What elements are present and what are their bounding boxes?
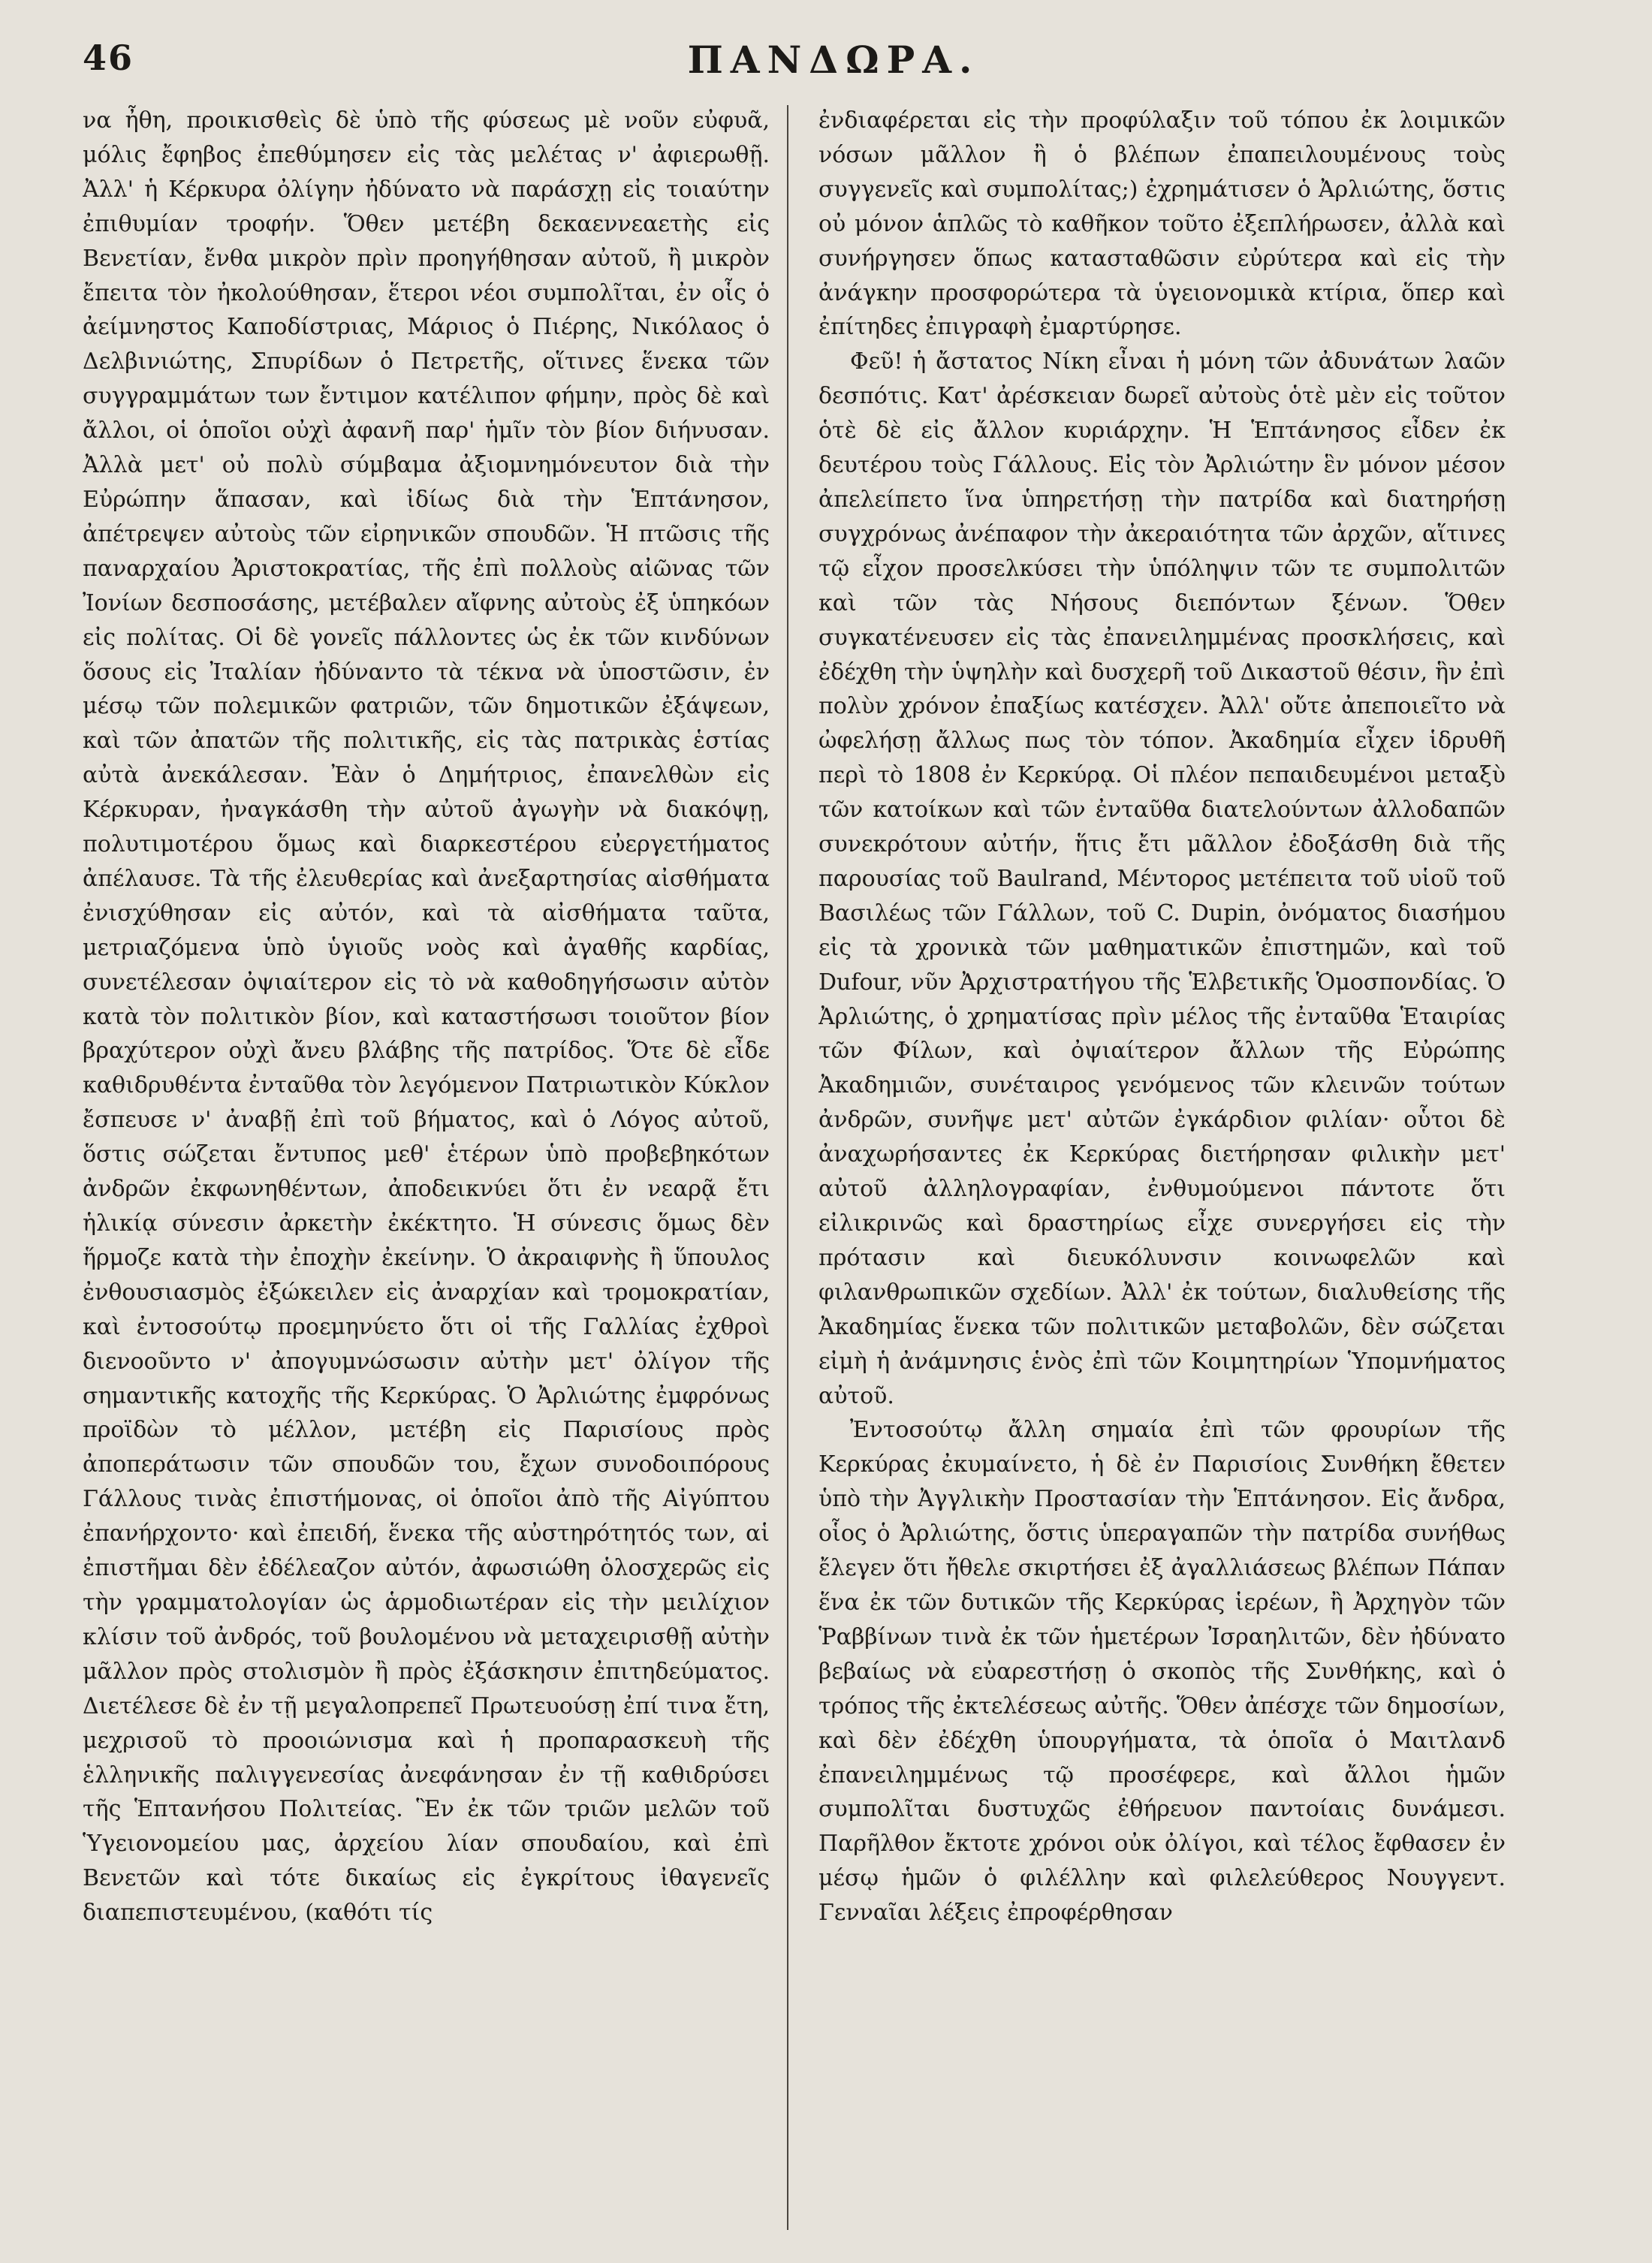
right-column: [818, 104, 1506, 2228]
left-column: [83, 104, 770, 2228]
page-number: 46: [83, 38, 134, 78]
page-header: [83, 38, 1584, 98]
paragraph: Φεῦ! ἡ ἄστατος Νίκη εἶναι ἡ μόνη τῶν ἀδυνάτων λαῶν δεσπότις. Κατ' ἀρέσκειαν δωρεῖ αὐτοὺς ὁτὲ μὲν εἰς τοῦτον ὁτὲ δὲ εἰς ἄλλον κυριάρχην. Ἡ Ἑπτάνησος εἶδεν ἐκ δευτέρου τοὺς Γάλλους. Εἰς τὸν Ἀρλιώτην ἓν μόνον μέσον ἀπελείπετο ἵνα ὑπηρετήσῃ τὴν πατρίδα καὶ διατηρήσῃ συγχρόνως ἀνέπαφον τὴν ἀκεραιότητα τῶν ἀρχῶν, αἵτινες τῷ εἶχον προσελκύσει τὴν ὑπόληψιν τῶν τε συμπολιτῶν καὶ τῶν τὰς Νήσους διεπόντων ξένων. Ὅθεν συγκατένευσεν εἰς τὰς ἐπανειλημμένας προσκλήσεις, καὶ ἐδέχθη τὴν ὑψηλὴν καὶ δυσχερῆ τοῦ Δικαστοῦ θέσιν, ἣν ἐπὶ πολὺν χρόνον ἐπαξίως κατέσχεν. Ἀλλ' οὔτε ἀπεποιεῖτο νὰ ὠφελήσῃ ἄλλως πως τὸν τόπον. Ἀκαδημία εἶχεν ἱδρυθῆ περὶ τὸ 1808 ἐν Κερκύρᾳ. Οἱ πλέον πεπαιδευμένοι μεταξὺ τῶν κατοίκων καὶ τῶν ἐνταῦθα διατελούντων ἀλλοδαπῶν συνεκρότουν αὐτήν, ἥτις ἔτι μᾶλλον ἐδοξάσθη διὰ τῆς παρουσίας τοῦ Baulrand, Μέντορος μετέπειτα τοῦ υἱοῦ τοῦ Βασιλέως τῶν Γάλλων, τοῦ C. Dupin, ὀνόματος διασήμου εἰς τὰ χρονικὰ τῶν μαθηματικῶν ἐπιστημῶν, καὶ τοῦ Dufour, νῦν Ἀρχιστρατήγου τῆς Ἑλβετικῆς Ὁμοσπονδίας. Ὁ Ἀρλιώτης, ὁ χρηματίσας πρὶν μέλος τῆς ἐνταῦθα Ἑταιρίας τῶν Φίλων, καὶ ὀψιαίτερον ἄλλων τῆς Εὐρώπης Ἀκαδημιῶν, συνέταιρος γενόμενος τῶν κλεινῶν τούτων ἀνδρῶν, συνῆψε μετ' αὐτῶν ἐγκάρδιον φιλίαν· οὗτοι δὲ ἀναχωρήσαντες ἐκ Κερκύρας διετήρησαν φιλικὴν μετ' αὐτοῦ ἀλληλογραφίαν, ἐνθυμούμενοι πάντοτε ὅτι εἰλικρινῶς καὶ δραστηρίως εἶχε συνεργήσει εἰς τὴν πρότασιν καὶ διευκόλυνσιν κοινωφελῶν καὶ φιλανθρωπικῶν σχεδίων. Ἀλλ' ἐκ τούτων, διαλυθείσης τῆς Ἀκαδημίας ἕνεκα τῶν πολιτικῶν μεταβολῶν, δὲν σώζεται εἰμὴ ἡ ἀνάμνησις ἑνὸς ἐπὶ τῶν Κοιμητηρίων Ὑπομνήματος αὐτοῦ.: [818, 348, 1506, 1409]
column-divider: [787, 105, 788, 2230]
paragraph: Ἐντοσούτῳ ἄλλη σημαία ἐπὶ τῶν φρουρίων τῆς Κερκύρας ἐκυμαίνετο, ἡ δὲ ἐν Παρισίοις Συνθήκη ἔθετεν ὑπὸ τὴν Ἀγγλικὴν Προστασίαν τὴν Ἑπτάνησον. Εἰς ἄνδρα, οἷος ὁ Ἀρλιώτης, ὅστις ὑπεραγαπῶν τὴν πατρίδα συνήθως ἔλεγεν ὅτι ἤθελε σκιρτήσει ἐξ ἀγαλλιάσεως βλέπων Πάπαν ἕνα ἐκ τῶν δυτικῶν τῆς Κερκύρας ἱερέων, ἢ Ἀρχηγὸν τῶν Ῥαββίνων τινὰ ἐκ τῶν ἡμετέρων Ἰσραηλιτῶν, δὲν ἠδύνατο βεβαίως νὰ εὐαρεστήσῃ ὁ σκοπὸς τῆς Συνθήκης, καὶ ὁ τρόπος τῆς ἐκτελέσεως αὐτῆς. Ὅθεν ἀπέσχε τῶν δημοσίων, καὶ δὲν ἐδέχθη ὑπουργήματα, τὰ ὁποῖα ὁ Μαιτλανδ ἐπανειλημμένως τῷ προσέφερε, καὶ ἄλλοι ἡμῶν συμπολῖται δυστυχῶς ἐθήρευον παντοίαις δυνάμεσι. Παρῆλθον ἔκτοτε χρόνοι οὐκ ὀλίγοι, καὶ τέλος ἔφθασεν ἐν μέσῳ ἡμῶν ὁ φιλέλλην καὶ φιλελεύθερος Νουγγεντ. Γενναῖαι λέξεις ἐπροφέρθησαν: [818, 1417, 1506, 1927]
paragraph: ἐνδιαφέρεται εἰς τὴν προφύλαξιν τοῦ τόπου ἐκ λοιμικῶν νόσων μᾶλλον ἢ ὁ βλέπων ἐπαπειλουμένους τοὺς συγγενεῖς καὶ συμπολίτας;) ἐχρημάτισεν ὁ Ἀρλιώτης, ὅστις οὐ μόνον ἁπλῶς τὸ καθῆκον τοῦτο ἐξεπλήρωσεν, ἀλλὰ καὶ συνήργησεν ὅπως κατασταθῶσιν εὐρύτερα καὶ εἰς τὴν ἀνάγκην προσφορώτερα τὰ ὑγειονομικὰ κτίρια, ὅπερ καὶ ἐπίτηδες ἐπιγραφὴ ἐμαρτύρησε.: [818, 107, 1506, 341]
paragraph: να ἦθη, προικισθεὶς δὲ ὑπὸ τῆς φύσεως μὲ νοῦν εὐφυᾶ, μόλις ἔφηβος ἐπεθύμησεν εἰς τὰς μελέτας ν' ἀφιερωθῇ. Ἀλλ' ἡ Κέρκυρα ὀλίγην ἠδύνατο νὰ παράσχῃ εἰς τοιαύτην ἐπιθυμίαν τροφήν. Ὅθεν μετέβη δεκαεννεαετὴς εἰς Βενετίαν, ἔνθα μικρὸν πρὶν προηγήθησαν αὐτοῦ, ἢ μικρὸν ἔπειτα τὸν ἠκολούθησαν, ἕτεροι νέοι συμπολῖται, ἐν οἷς ὁ ἀείμνηστος Καποδίστριας, Μάριος ὁ Πιέρης, Νικόλαος ὁ Δελβινιώτης, Σπυρίδων ὁ Πετρετῆς, οἵτινες ἕνεκα τῶν συγγραμμάτων των ἔντιμον κατέλιπον φήμην, πρὸς δὲ καὶ ἄλλοι, οἱ ὁποῖοι οὐχὶ ἀφανῆ παρ' ἡμῖν τὸν βίον διήνυσαν. Ἀλλὰ μετ' οὐ πολὺ σύμβαμα ἀξιομνημόνευτον διὰ τὴν Εὐρώπην ἅπασαν, καὶ ἰδίως διὰ τὴν Ἑπτάνησον, ἀπέτρεψεν αὐτοὺς τῶν εἰρηνικῶν σπουδῶν. Ἡ πτῶσις τῆς παναρχαίου Ἀριστοκρατίας, τῆς ἐπὶ πολλοὺς αἰῶνας τῶν Ἰονίων δεσποσάσης, μετέβαλεν αἴφνης αὐτοὺς ἐξ ὑπηκόων εἰς πολίτας. Οἱ δὲ γονεῖς πάλλοντες ὡς ἐκ τῶν κινδύνων ὅσους εἰς Ἰταλίαν ἠδύναντο τὰ τέκνα νὰ ὑποστῶσιν, ἐν μέσῳ τῶν πολεμικῶν φατριῶν, τῶν δημοτικῶν ἐξάψεων, καὶ τῶν ἀπατῶν τῆς πολιτικῆς, εἰς τὰς πατρικὰς ἑστίας αὐτὰ ἀνεκάλεσαν. Ἐὰν ὁ Δημήτριος, ἐπανελθὼν εἰς Κέρκυραν, ἠναγκάσθη τὴν αὐτοῦ ἀγωγὴν νὰ διακόψῃ, πολυτιμοτέρου ὅμως καὶ διαρκεστέρου εὐεργετήματος ἀπέλαυσε. Τὰ τῆς ἐλευθερίας καὶ ἀνεξαρτησίας αἰσθήματα ἐνισχύθησαν εἰς αὐτόν, καὶ τὰ αἰσθήματα ταῦτα, μετριαζόμενα ὑπὸ ὑγιοῦς νοὸς καὶ ἀγαθῆς καρδίας, συνετέλεσαν ὀψιαίτερον εἰς τὸ νὰ καθοδηγήσωσιν αὐτὸν κατὰ τὸν πολιτικὸν βίον, καὶ καταστήσωσι τοιοῦτον βίον βραχύτερον οὐχὶ ἄνευ βλάβης τῆς πατρίδος. Ὅτε δὲ εἶδε καθιδρυθέντα ἐνταῦθα τὸν λεγόμενον Πατριωτικὸν Κύκλον ἔσπευσε ν' ἀναβῇ ἐπὶ τοῦ βήματος, καὶ ὁ Λόγος αὐτοῦ, ὅστις σώζεται ἔντυπος μεθ' ἑτέρων ὑπὸ προβεβηκότων ἀνδρῶν ἐκφωνηθέντων, ἀποδεικνύει ὅτι ἐν νεαρᾷ ἔτι ἡλικίᾳ σύνεσιν ἀρκετὴν ἐκέκτητο. Ἡ σύνεσις ὅμως δὲν ἥρμοζε κατὰ τὴν ἐποχὴν ἐκείνην. Ὁ ἀκραιφνὴς ἢ ὕπουλος ἐνθουσιασμὸς ἐξώκειλεν εἰς ἀναρχίαν καὶ τρομοκρατίαν, καὶ ἐντοσούτῳ προεμηνύετο ὅτι οἱ τῆς Γαλλίας ἐχθροὶ διενοοῦντο ν' ἀπογυμνώσωσιν αὐτὴν μετ' ὀλίγον τῆς σημαντικῆς κατοχῆς τῆς Κερκύρας. Ὁ Ἀρλιώτης ἐμφρόνως προϊδὼν τὸ μέλλον, μετέβη εἰς Παρισίους πρὸς ἀποπεράτωσιν τῶν σπουδῶν του, ἔχων συνοδοιπόρους Γάλλους τινὰς ἐπιστήμονας, οἱ ὁποῖοι ἀπὸ τῆς Αἰγύπτου ἐπανήρχοντο· καὶ ἐπειδή, ἕνεκα τῆς αὐστηρότητός των, αἱ ἐπιστῆμαι δὲν ἐδέλεαζον αὐτόν, ἀφωσιώθη ὁλοσχερῶς εἰς τὴν γραμματολογίαν ὡς ἁρμοδιωτέραν εἰς τὴν μειλίχιον κλίσιν τοῦ ἀνδρός, τοῦ βουλομένου νὰ μεταχειρισθῇ αὐτὴν μᾶλλον πρὸς στολισμὸν ἢ πρὸς ἐξάσκησιν ἐπιτηδεύματος. Διετέλεσε δὲ ἐν τῇ μεγαλοπρεπεῖ Πρωτευούσῃ ἐπί τινα ἔτη, μεχρισοῦ τὸ προοιώνισμα καὶ ἡ προπαρασκευὴ τῆς ἑλληνικῆς παλιγγενεσίας ἀνεφάνησαν ἐν τῇ καθιδρύσει τῆς Ἑπτανήσου Πολιτείας. Ἓν ἐκ τῶν τριῶν μελῶν τοῦ Ὑγειονομείου μας, ἀρχείου λίαν σπουδαίου, καὶ ἐπὶ Βενετῶν καὶ τότε δικαίως εἰς ἐγκρίτους ἰθαγενεῖς διαπεπιστευμένου, (καθότι τίς: [83, 107, 770, 1927]
running-title: ΠΑΝΔΩΡΑ.: [687, 38, 980, 82]
